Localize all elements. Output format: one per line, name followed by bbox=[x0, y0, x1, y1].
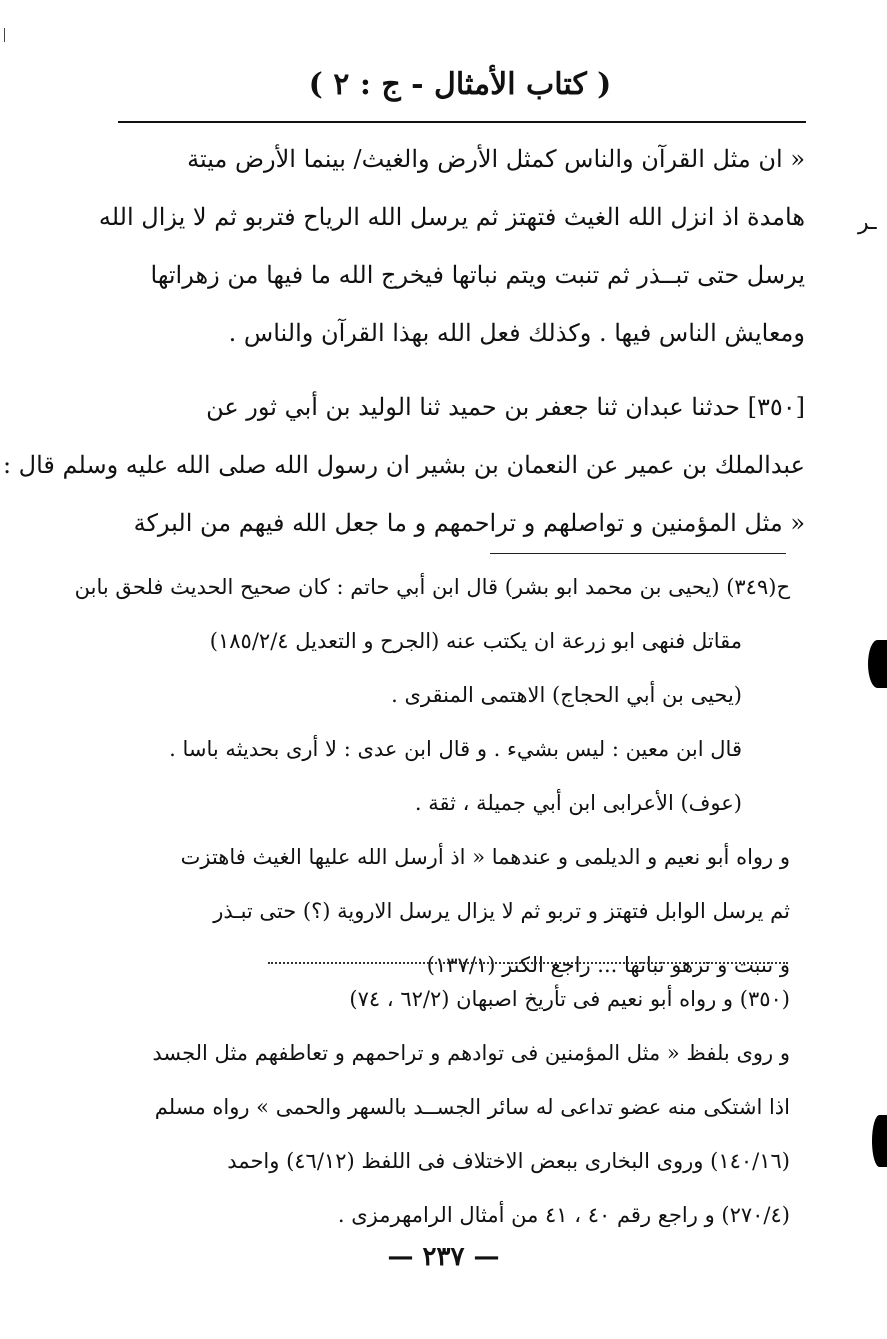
footnote-350 bbox=[100, 972, 790, 1242]
scan-edge-mark bbox=[4, 28, 5, 42]
footnote-line: اذا اشتكى منه عضو تداعى له سائر الجســد بالسهر والحمى » رواه مسلم bbox=[154, 1095, 790, 1119]
footnote-line: (عوف) الأعرابى ابن أبي جميلة ، ثقة . bbox=[414, 791, 742, 815]
footnote-rule bbox=[490, 553, 786, 554]
page-number: — ٢٣٧ — bbox=[387, 1242, 500, 1272]
margin-mark: ـر bbox=[858, 210, 877, 235]
header-rule bbox=[118, 121, 806, 123]
footnote-line: ح(٣٤٩) (يحيى بن محمد ابو بشر) قال ابن أبي حاتم : كان صحيح الحديث فلحق بابن bbox=[74, 575, 790, 599]
scan-binding-mark bbox=[872, 1115, 887, 1167]
footnote-line: (١٤٠/١٦) وروى البخارى ببعض الاختلاف فى اللفظ (٤٦/١٢) واحمد bbox=[227, 1149, 790, 1173]
text-line: هامدة اذ انزل الله الغيث فتهتز ثم يرسل الله الرياح فتربو ثم لا يزال الله bbox=[98, 203, 805, 231]
footnote-line: و روى بلفظ « مثل المؤمنين فى توادهم و تراحمهم و تعاطفهم مثل الجسد bbox=[152, 1041, 790, 1065]
text-line: « ان مثل القرآن والناس كمثل الأرض والغيث/ بينما الأرض ميتة bbox=[187, 145, 805, 173]
scan-binding-mark bbox=[868, 640, 887, 688]
footnote-separator bbox=[268, 962, 788, 964]
main-text bbox=[2, 130, 805, 552]
paragraph-gap bbox=[105, 362, 805, 378]
footnote-line: (٢٧٠/٤) و راجع رقم ٤٠ ، ٤١ من أمثال الرامهرمزى . bbox=[337, 1203, 790, 1227]
footnote-line: و تنبت و تزهو نباتها ... راجع الكنز (١٣٧/١) bbox=[426, 953, 790, 977]
hadith-line: عبدالملك بن عمير عن النعمان بن بشير ان رسول الله صلى الله عليه وسلم قال : bbox=[2, 451, 805, 479]
footnote-line: ثم يرسل الوابل فتهتز و تربو ثم لا يزال يرسل الاروية (؟) حتى تبـذر bbox=[213, 899, 790, 923]
footnote-line: (يحيى بن أبي الحجاج) الاهتمى المنقرى . bbox=[391, 683, 742, 707]
text-line: يرسل حتى تبــذر ثم تنبت ويتم نباتها فيخرج الله ما فيها من زهراتها bbox=[150, 261, 805, 289]
footnote-349 bbox=[74, 560, 790, 992]
footnote-line: مقاتل فنهى ابو زرعة ان يكتب عنه (الجرح و التعديل ١٨٥/٢/٤) bbox=[209, 629, 742, 653]
footnote-line: و رواه أبو نعيم و الديلمى و عندهما « اذ أرسل الله عليها الغيث فاهتزت bbox=[180, 845, 790, 869]
footnote-line: (٣٥٠) و رواه أبو نعيم فى تأريخ اصبهان (٦٢/٢ ، ٧٤) bbox=[349, 987, 790, 1011]
hadith-line: [٣٥٠] حدثنا عبدان ثنا جعفر بن حميد ثنا الوليد بن أبي ثور عن bbox=[206, 393, 805, 421]
running-header: ( كتاب الأمثال - ج : ٢ ) bbox=[308, 67, 612, 102]
footnote-line: قال ابن معين : ليس بشيء . و قال ابن عدى : لا أرى بحديثه باسا . bbox=[169, 737, 742, 761]
hadith-line: « مثل المؤمنين و تواصلهم و تراحمهم و ما جعل الله فيهم من البركة bbox=[133, 509, 805, 537]
text-line: ومعايش الناس فيها . وكذلك فعل الله بهذا القرآن والناس . bbox=[228, 319, 805, 347]
